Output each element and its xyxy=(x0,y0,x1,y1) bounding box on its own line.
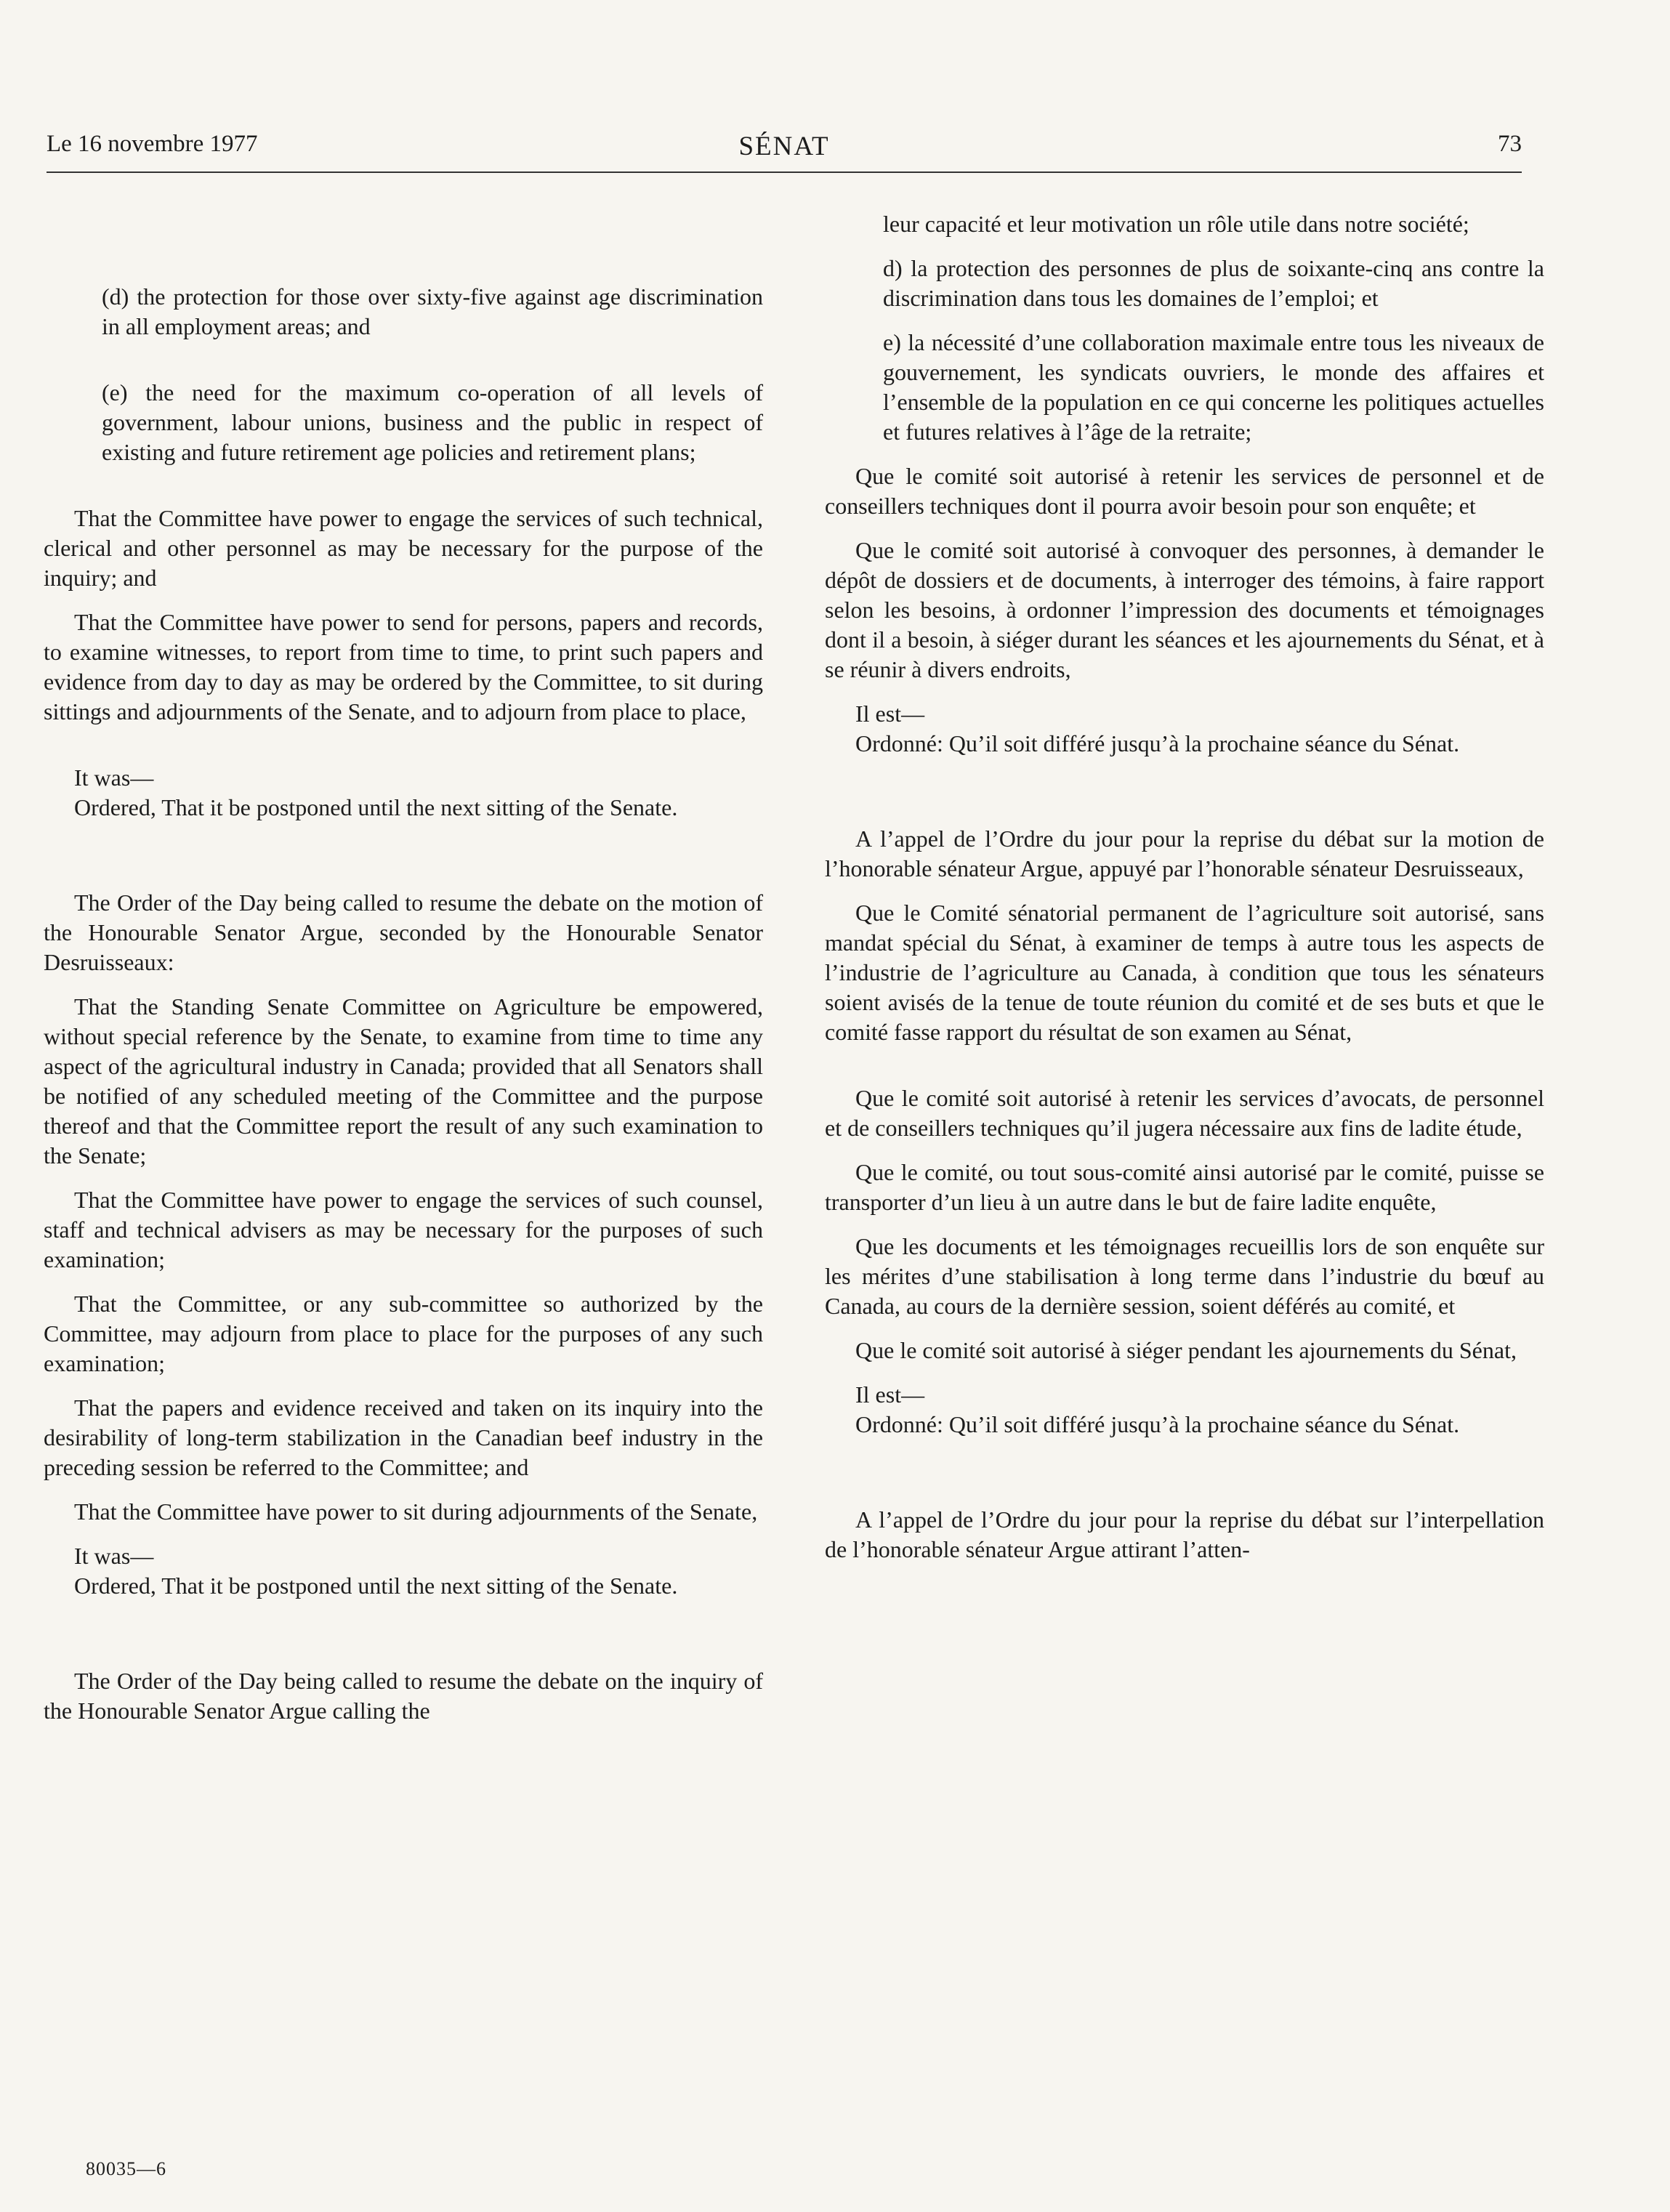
it-was-en: It was— xyxy=(74,764,154,791)
it-was-en: It was— xyxy=(74,1543,154,1569)
english-column xyxy=(44,209,763,1726)
paragraph-fr: Que le Comité sénatorial permanent de l’agriculture soit autorisé, sans mandat spécial du Sénat, à examiner de temps à autre tous les aspects de l’industrie de l’agriculture au Canada, à condition que tous les sénateurs soient avisés de la tenue de toute réunion du comité et de ses buts et que le comité fasse rapport du résultat de son examen au Sénat, xyxy=(825,900,1544,1045)
order-of-day-en: The Order of the Day being called to resume the debate on the motion of the Honourable Senator Argue, seconded by the Honourable Senator Desruisseaux: xyxy=(44,889,763,975)
header-title: SÉNAT xyxy=(738,132,830,161)
item-d-en: (d) the protection for those over sixty-five against age discrimination in all employment areas; and xyxy=(102,283,763,339)
order-of-day-fr: A l’appel de l’Ordre du jour pour la reprise du débat sur l’interpellation de l’honorable sénateur Argue attirant l’atten- xyxy=(825,1506,1544,1562)
page-header xyxy=(47,131,1522,173)
paragraph-fr: Que le comité, ou tout sous-comité ainsi autorisé par le comité, puisse se transporter d’un lieu à un autre dans le but de faire ladite enquête, xyxy=(825,1159,1544,1215)
paragraph-en: That the Standing Senate Committee on Agriculture be empowered, without special reference by the Senate, to examine from time to time any aspect of the agricultural industry in Canada; provided that all Senators shall be notified of any scheduled meeting of the Committee and the purpose thereof and that the Committee report the result of any such examination to the Senate; xyxy=(44,993,763,1168)
paragraph-fr: Que le comité soit autorisé à convoquer des personnes, à demander le dépôt de dossiers et de documents, à interroger des témoins, à faire rapport selon les besoins, à ordonner l’impression des documents et témoignages dont il a besoin, à siéger durant les séances et les ajournements du Sénat, et à se réunir à divers endroits, xyxy=(825,537,1544,682)
header-date: Le 16 novembre 1977 xyxy=(47,131,258,157)
paragraph-fr: Que le comité soit autorisé à retenir les services d’avocats, de personnel et de conseillers techniques qu’il jugera nécessaire aux fins de ladite étude, xyxy=(825,1085,1544,1141)
il-est-fr: Il est— xyxy=(855,1381,925,1408)
page-number: 73 xyxy=(1498,131,1522,157)
item-d-fr: d) la protection des personnes de plus de soixante-cinq ans contre la discrimination dans tous les domaines de l’emploi; et xyxy=(883,255,1544,311)
print-code: 80035—6 xyxy=(86,2158,166,2179)
il-est-fr: Il est— xyxy=(855,701,925,727)
ordered-en: Ordered, That it be postponed until the next sitting of the Senate. xyxy=(74,1573,678,1599)
item-c-cont-fr: leur capacité et leur motivation un rôle utile dans notre société; xyxy=(883,211,1469,237)
paragraph-en: That the Committee have power to send for persons, papers and records, to examine witnesses, to report from time to time, to print such papers and evidence from day to day as may be ordered by the Committee, to sit during sittings and adjournments of the Senate, and to adjourn from place to place, xyxy=(44,609,763,724)
order-of-day-en: The Order of the Day being called to resume the debate on the inquiry of the Honourable Senator Argue calling the xyxy=(44,1668,763,1724)
paragraph-en: That the papers and evidence received and taken on its inquiry into the desirability of long-term stabilization in the Canadian beef industry in the preceding session be referred to the Committee; and xyxy=(44,1394,763,1480)
paragraph-en: That the Committee, or any sub-committee so authorized by the Committee, may adjourn from place to place for the purposes of any such examination; xyxy=(44,1291,763,1376)
item-e-fr: e) la nécessité d’une collaboration maximale entre tous les niveaux de gouvernement, les syndicats ouvriers, le monde des affaires et l’ensemble de la population en ce qui concerne les politiques actuelles et futures relatives à l’âge de la retraite; xyxy=(883,329,1544,445)
ordonne-fr: Ordonné: Qu’il soit différé jusqu’à la prochaine séance du Sénat. xyxy=(855,1411,1460,1437)
paragraph-en: That the Committee have power to sit during adjournments of the Senate, xyxy=(74,1498,758,1525)
paragraph-fr: Que le comité soit autorisé à retenir les services de personnel et de conseillers techniques dont il pourra avoir besoin pour son enquête; et xyxy=(825,463,1544,519)
order-of-day-fr: A l’appel de l’Ordre du jour pour la reprise du débat sur la motion de l’honorable sénateur Argue, appuyé par l’honorable sénateur Desruisseaux, xyxy=(825,826,1544,881)
paragraph-en: That the Committee have power to engage the services of such technical, clerical and other personnel as may be necessary for the purpose of the inquiry; and xyxy=(44,505,763,591)
french-column xyxy=(825,209,1544,1565)
paragraph-fr: Que le comité soit autorisé à siéger pendant les ajournements du Sénat, xyxy=(855,1337,1517,1363)
ordonne-fr: Ordonné: Qu’il soit différé jusqu’à la prochaine séance du Sénat. xyxy=(855,730,1460,756)
paragraph-fr: Que les documents et les témoignages recueillis lors de son enquête sur les mérites d’une stabilisation à long terme dans l’industrie du bœuf au Canada, au cours de la dernière session, soient déférés au comité, et xyxy=(825,1233,1544,1319)
paragraph-en: That the Committee have power to engage the services of such counsel, staff and technical advisers as may be necessary for the purposes of such examination; xyxy=(44,1187,763,1272)
ordered-en: Ordered, That it be postponed until the next sitting of the Senate. xyxy=(74,794,678,820)
item-e-en: (e) the need for the maximum co-operation of all levels of government, labour unions, business and the public in respect of existing and future retirement age policies and retirement plans; xyxy=(102,379,763,465)
